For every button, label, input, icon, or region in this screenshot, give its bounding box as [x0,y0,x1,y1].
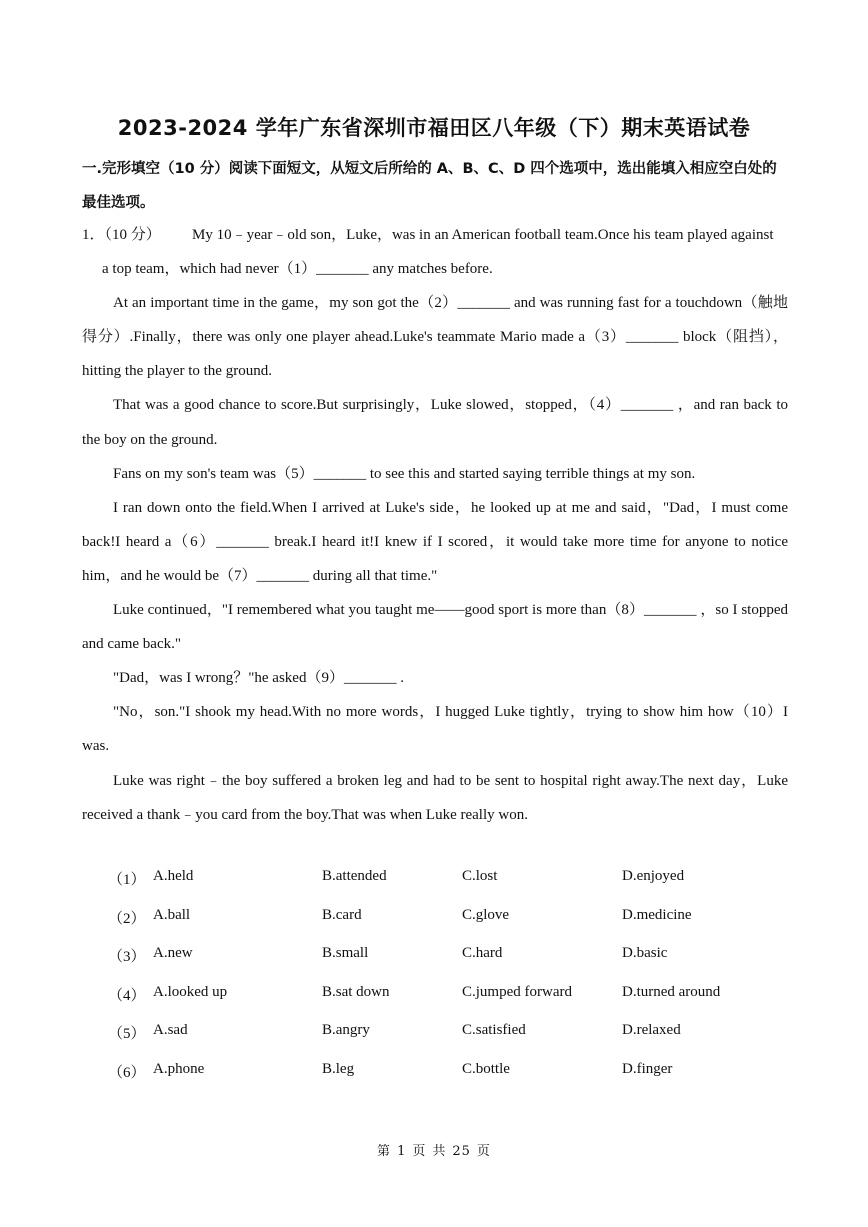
footer-suffix: 页 [476,1144,491,1159]
option-number: （3） [108,949,146,966]
footer-prefix: 第 [377,1144,392,1159]
option-a: A.held [153,868,194,884]
option-number: （4） [108,987,146,1004]
option-a: A.phone [153,1060,205,1077]
option-a: A.new [153,945,193,962]
footer-page-word: 页 [412,1144,427,1159]
option-b: B.card [322,906,362,923]
options-table [0,868,868,1100]
option-number: （2） [108,910,146,927]
option-a: A.looked up [153,983,228,1000]
option-d: D.basic [622,945,668,962]
option-b: B.attended [322,868,387,884]
question-number: 1．（10 分） [82,227,161,243]
passage-paragraph: Luke was right﹣the boy suffered a broken leg and had to be sent to hospital right away.The next day，Luke received a thank﹣you card from the boy.That was when Luke really won. [82,772,788,823]
option-b: B.small [322,945,369,962]
option-c: C.satisfied [462,1022,526,1039]
footer-total-pages: 25 [452,1144,471,1159]
option-row [0,945,868,984]
passage-paragraph: "Dad，was I wrong？"he asked（9）_______ . [113,670,404,687]
question-first-line [82,218,788,252]
option-row [0,1061,868,1100]
option-row [0,984,868,1023]
option-c: C.glove [462,906,510,923]
page-footer [0,1140,868,1159]
option-b: B.angry [322,1022,370,1039]
passage-paragraph: Fans on my son's team was（5）_______ to see this and started saying terrible things at my son. [113,465,696,482]
passage-paragraph: Luke continued，"I remembered what you taught me——good sport is more than（8）_______ ，so I stopped and came back." [82,602,788,653]
option-b: B.leg [322,1060,355,1077]
footer-total-word: 共 [432,1144,447,1159]
option-c: C.jumped forward [462,983,572,1000]
option-a: A.ball [153,906,191,923]
option-d: D.finger [622,1060,673,1077]
passage-line-2: a top team，which had never（1）_______ any matches before. [102,261,493,278]
option-number: （1） [108,872,146,888]
option-a: A.sad [153,1022,188,1039]
footer-page-number: 1 [397,1144,407,1159]
option-d: D.relaxed [622,1022,681,1039]
option-d: D.medicine [622,906,692,923]
passage-paragraph: At an important time in the game，my son got the（2）_______ and was running fast for a touchdown（触地得分）.Finally，there was only one player ahead.Luke's teammate Mario made a（3）_______ block（阻挡），hitting the player to the ground. [82,295,788,380]
option-c: C.bottle [462,1060,510,1077]
section-heading: 一.完形填空（10 分）阅读下面短文，从短文后所给的 A、B、C、D 四个选项中，选出能填入相应空白处的最佳选项。 [82,161,777,211]
option-c: C.lost [462,868,498,884]
option-row [0,907,868,946]
passage-paragraph: "No，son."I shook my head.With no more words，I hugged Luke tightly，trying to show him how（10）I was. [82,704,788,755]
cloze-passage [82,218,788,832]
option-b: B.sat down [322,983,390,1000]
option-number: （6） [108,1064,146,1081]
exam-title: 2023-2024 学年广东省深圳市福田区八年级（下）期末英语试卷 [117,116,751,140]
option-row [0,868,868,907]
option-c: C.hard [462,945,503,962]
option-row [0,1022,868,1061]
passage-paragraph: I ran down onto the field.When I arrived at Luke's side，he looked up at me and said，"Dad，I must come back!I heard a（6）_______ break.I heard it!I knew if I scored，it would take more time for anyone to notice him，and he would be（7）_______ during all that time." [82,499,788,584]
option-d: D.enjoyed [622,868,685,884]
passage-line-1: My 10﹣year﹣old son，Luke，was in an American football team.Once his team played against [192,227,774,243]
option-number: （5） [108,1026,146,1043]
passage-paragraph: That was a good chance to score.But surprisingly，Luke slowed，stopped，（4）_______ ，and ran back to the boy on the ground. [82,397,788,448]
option-d: D.turned around [622,983,721,1000]
